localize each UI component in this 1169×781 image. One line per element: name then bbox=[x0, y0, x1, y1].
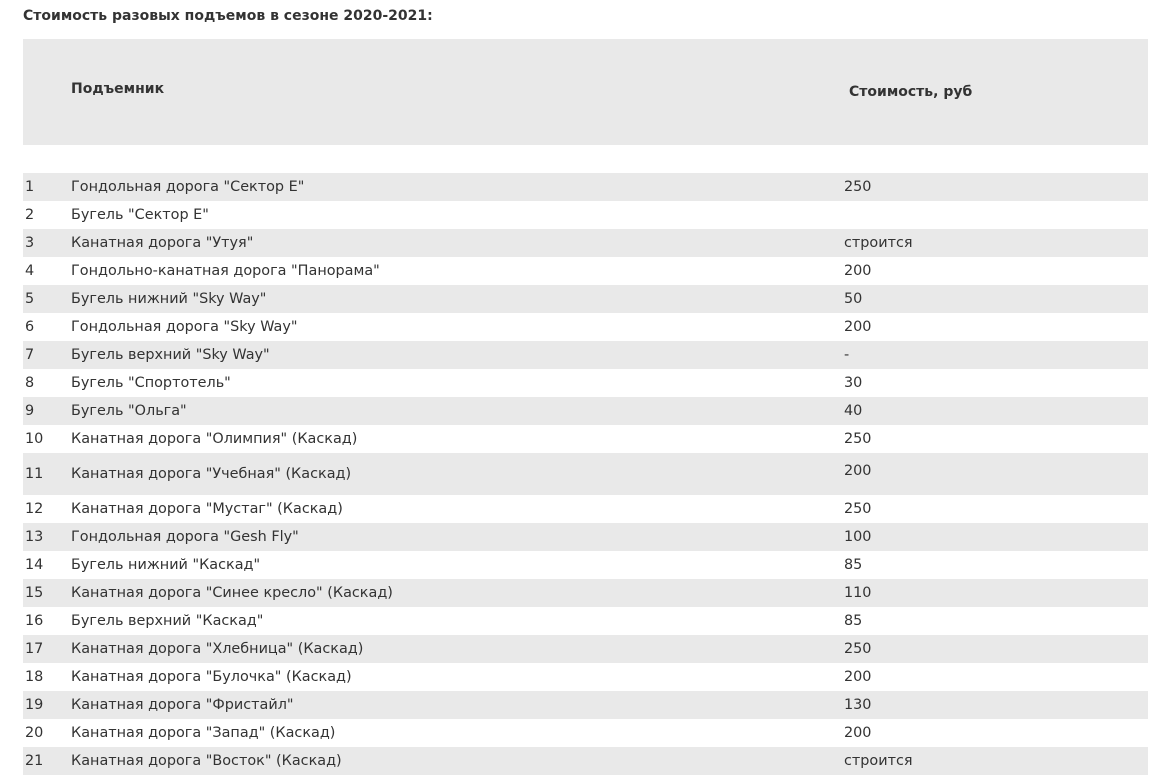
lift-name: Гондольная дорога "Gesh Fly" bbox=[71, 529, 299, 545]
lift-name: Бугель "Сектор Е" bbox=[71, 207, 209, 223]
lift-name: Гондольная дорога "Sky Way" bbox=[71, 319, 298, 335]
lift-name: Канатная дорога "Учебная" (Каскад) bbox=[71, 466, 352, 482]
lift-price: 50 bbox=[844, 291, 863, 307]
row-number: 17 bbox=[25, 641, 44, 657]
lift-price: 250 bbox=[844, 641, 872, 657]
page-title: Стоимость разовых подъемов в сезоне 2020-2021: bbox=[23, 8, 433, 24]
lift-name: Бугель верхний "Sky Way" bbox=[71, 347, 270, 363]
row-number: 21 bbox=[25, 753, 44, 769]
row-number: 5 bbox=[25, 291, 35, 307]
table-row bbox=[23, 719, 1148, 747]
table-row bbox=[23, 173, 1148, 201]
table-row bbox=[23, 341, 1148, 369]
lift-name: Бугель нижний "Sky Way" bbox=[71, 291, 267, 307]
lift-name: Бугель нижний "Каскад" bbox=[71, 557, 261, 573]
lift-name: Бугель "Спортотель" bbox=[71, 375, 231, 391]
lift-price: строится bbox=[844, 753, 913, 769]
lift-price: 250 bbox=[844, 431, 872, 447]
lift-price: 200 bbox=[844, 669, 872, 685]
column-header-price: Стоимость, руб bbox=[849, 84, 973, 100]
lift-name: Канатная дорога "Олимпия" (Каскад) bbox=[71, 431, 358, 447]
table-row bbox=[23, 425, 1148, 453]
lift-name: Гондольная дорога "Сектор Е" bbox=[71, 179, 305, 195]
table-row bbox=[23, 635, 1148, 663]
row-number: 9 bbox=[25, 403, 35, 419]
lift-name: Канатная дорога "Фристайл" bbox=[71, 697, 294, 713]
row-number: 12 bbox=[25, 501, 44, 517]
lift-price: 250 bbox=[844, 179, 872, 195]
lift-name: Канатная дорога "Восток" (Каскад) bbox=[71, 753, 342, 769]
lift-price: 85 bbox=[844, 613, 863, 629]
lift-price: 200 bbox=[844, 263, 872, 279]
table-row bbox=[23, 663, 1148, 691]
row-number: 2 bbox=[25, 207, 35, 223]
lift-name: Бугель "Ольга" bbox=[71, 403, 187, 419]
lift-name: Канатная дорога "Булочка" (Каскад) bbox=[71, 669, 352, 685]
table-row bbox=[23, 285, 1148, 313]
lift-price: строится bbox=[844, 235, 913, 251]
lift-name: Бугель верхний "Каскад" bbox=[71, 613, 264, 629]
row-number: 4 bbox=[25, 263, 35, 279]
lift-name: Гондольно-канатная дорога "Панорама" bbox=[71, 263, 380, 279]
lift-name: Канатная дорога "Мустаг" (Каскад) bbox=[71, 501, 343, 517]
table-row bbox=[23, 495, 1148, 523]
row-number: 7 bbox=[25, 347, 35, 363]
table-row bbox=[23, 691, 1148, 719]
table-row bbox=[23, 747, 1148, 775]
table-spacer-row bbox=[23, 145, 1148, 173]
row-number: 8 bbox=[25, 375, 35, 391]
lift-price: 110 bbox=[844, 585, 872, 601]
row-number: 10 bbox=[25, 431, 44, 447]
lift-price: 30 bbox=[844, 375, 863, 391]
row-number: 14 bbox=[25, 557, 44, 573]
lift-price: 250 bbox=[844, 501, 872, 517]
row-number: 1 bbox=[25, 179, 35, 195]
row-number: 18 bbox=[25, 669, 44, 685]
lift-price: 200 bbox=[844, 725, 872, 741]
table-row bbox=[23, 313, 1148, 341]
lift-name: Канатная дорога "Хлебница" (Каскад) bbox=[71, 641, 364, 657]
table-row bbox=[23, 257, 1148, 285]
lift-price: - bbox=[844, 347, 850, 363]
table-row bbox=[23, 201, 1148, 229]
lift-price: 200 bbox=[844, 319, 872, 335]
row-number: 15 bbox=[25, 585, 44, 601]
table-row bbox=[23, 397, 1148, 425]
lift-name: Канатная дорога "Синее кресло" (Каскад) bbox=[71, 585, 393, 601]
lift-price: 85 bbox=[844, 557, 863, 573]
row-number: 19 bbox=[25, 697, 44, 713]
row-number: 13 bbox=[25, 529, 44, 545]
lift-price: 100 bbox=[844, 529, 872, 545]
lift-name: Канатная дорога "Утуя" bbox=[71, 235, 254, 251]
table-row bbox=[23, 229, 1148, 257]
lift-price: 200 bbox=[844, 463, 872, 479]
table-row bbox=[23, 551, 1148, 579]
row-number: 3 bbox=[25, 235, 35, 251]
table-row bbox=[23, 369, 1148, 397]
table-row bbox=[23, 607, 1148, 635]
table-row bbox=[23, 579, 1148, 607]
lift-price: 40 bbox=[844, 403, 863, 419]
row-number: 16 bbox=[25, 613, 44, 629]
table-row bbox=[23, 453, 1148, 495]
lift-price: 130 bbox=[844, 697, 872, 713]
lift-name: Канатная дорога "Запад" (Каскад) bbox=[71, 725, 336, 741]
column-header-lift: Подъемник bbox=[71, 81, 165, 97]
row-number: 6 bbox=[25, 319, 35, 335]
table-header bbox=[23, 39, 1148, 145]
row-number: 20 bbox=[25, 725, 44, 741]
table-row bbox=[23, 523, 1148, 551]
row-number: 11 bbox=[25, 466, 44, 482]
price-table-body bbox=[23, 173, 1148, 775]
